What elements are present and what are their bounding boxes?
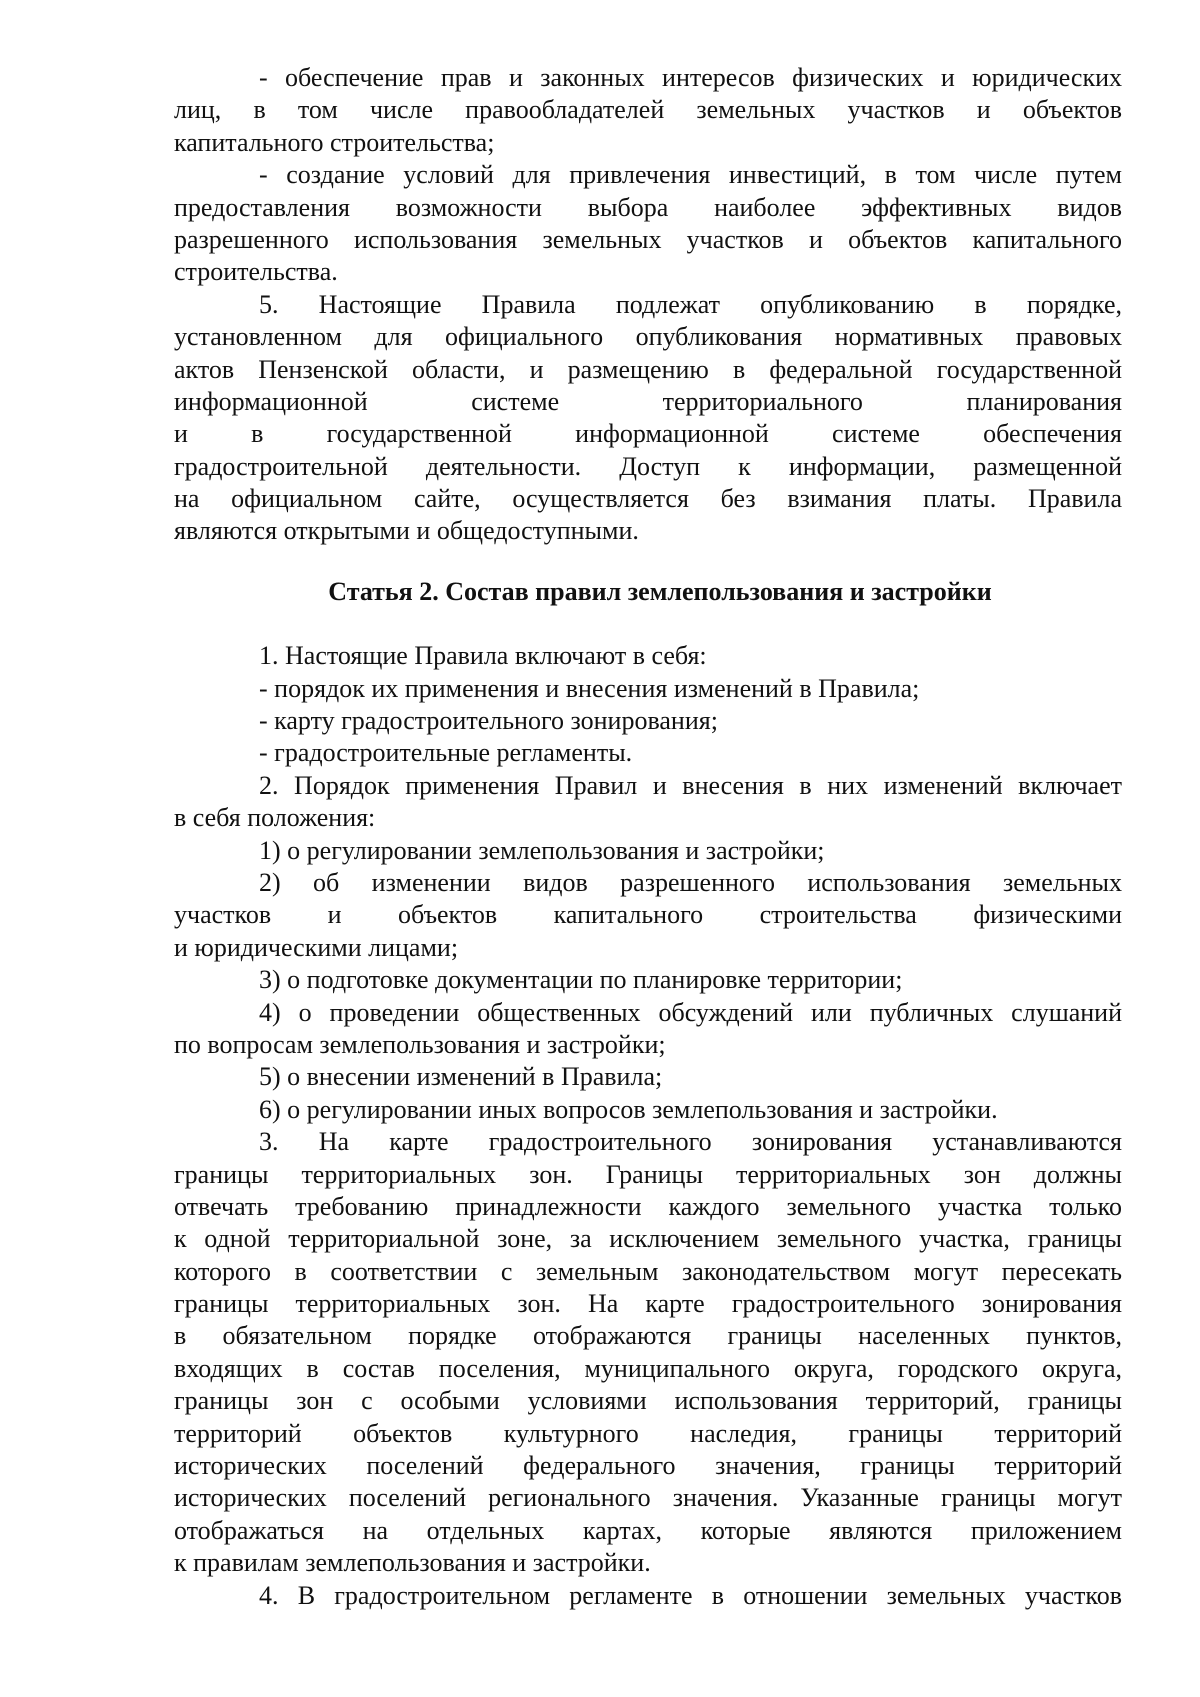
text-line: 1. Настоящие Правила включают в себя: bbox=[259, 641, 707, 671]
text-line: 5) о внесении изменений в Правила; bbox=[259, 1062, 663, 1092]
text-line: в обязательном порядке отображаются границы населенных пунктов, bbox=[174, 1321, 1122, 1351]
document-page bbox=[174, 62, 1122, 1612]
text-line: к одной территориальной зоне, за исключением земельного участка, границы bbox=[174, 1224, 1122, 1254]
text-line: участков и объектов капитального строительства физическими bbox=[174, 900, 1122, 930]
text-line: актов Пензенской области, и размещению в федеральной государственной bbox=[174, 354, 1122, 384]
text-line: информационной системе территориального планирования bbox=[174, 386, 1122, 416]
text-line: капитального строительства; bbox=[174, 127, 495, 157]
text-line: - создание условий для привлечения инвестиций, в том числе путем bbox=[259, 160, 1122, 190]
text-line: входящих в состав поселения, муниципального округа, городского округа, bbox=[174, 1353, 1122, 1383]
text-line: и в государственной информационной системе обеспечения bbox=[174, 419, 1122, 449]
text-line: 3. На карте градостроительного зонирования устанавливаются bbox=[259, 1127, 1122, 1157]
text-line: на официальном сайте, осуществляется без взимания платы. Правила bbox=[174, 484, 1122, 514]
text-line: являются открытыми и общедоступными. bbox=[174, 516, 639, 546]
text-line: 4) о проведении общественных обсуждений или публичных слушаний bbox=[259, 997, 1122, 1027]
text-line: предоставления возможности выбора наиболее эффективных видов bbox=[174, 192, 1122, 222]
text-line: 2) об изменении видов разрешенного использования земельных bbox=[259, 867, 1122, 897]
text-line: градостроительной деятельности. Доступ к информации, размещенной bbox=[174, 451, 1122, 481]
text-line: в себя положения: bbox=[174, 803, 376, 833]
text-line: исторических поселений федерального значения, границы территорий bbox=[174, 1451, 1122, 1481]
text-line: - градостроительные регламенты. bbox=[259, 738, 633, 768]
text-line: границы зон с особыми условиями использования территорий, границы bbox=[174, 1386, 1122, 1416]
text-line: отвечать требованию принадлежности каждого земельного участка только bbox=[174, 1191, 1122, 1221]
text-line: которого в соответствии с земельным законодательством могут пересекать bbox=[174, 1256, 1122, 1286]
text-line: и юридическими лицами; bbox=[174, 932, 459, 962]
text-line: строительства. bbox=[174, 257, 338, 287]
text-line: - порядок их применения и внесения изменений в Правила; bbox=[259, 673, 920, 703]
text-line: установленном для официального опубликования нормативных правовых bbox=[174, 322, 1122, 352]
text-block-article-2 bbox=[174, 640, 1122, 1612]
text-line: 5. Настоящие Правила подлежат опубликованию в порядке, bbox=[259, 289, 1122, 319]
article-heading: Статья 2. Состав правил землепользования и застройки bbox=[328, 576, 992, 606]
text-line: границы территориальных зон. Границы территориальных зон должны bbox=[174, 1159, 1122, 1189]
text-line: исторических поселений регионального значения. Указанные границы могут bbox=[174, 1483, 1122, 1513]
text-line: 1) о регулировании землепользования и застройки; bbox=[259, 835, 825, 865]
text-line: 3) о подготовке документации по планировке территории; bbox=[259, 965, 903, 995]
text-line: границы территориальных зон. На карте градостроительного зонирования bbox=[174, 1289, 1122, 1319]
text-line: к правилам землепользования и застройки. bbox=[174, 1548, 651, 1578]
text-line: по вопросам землепользования и застройки; bbox=[174, 1029, 666, 1059]
text-line: - обеспечение прав и законных интересов физических и юридических bbox=[259, 63, 1122, 92]
text-line: лиц, в том числе правообладателей земельных участков и объектов bbox=[174, 95, 1122, 125]
text-line: 6) о регулировании иных вопросов землепользования и застройки. bbox=[259, 1094, 998, 1124]
text-line: 2. Порядок применения Правил и внесения в них изменений включает bbox=[259, 770, 1122, 800]
text-line: 4. В градостроительном регламенте в отношении земельных участков bbox=[259, 1580, 1122, 1610]
text-line: - карту градостроительного зонирования; bbox=[259, 706, 718, 736]
text-line: отображаться на отдельных картах, которые являются приложением bbox=[174, 1515, 1122, 1545]
text-block-intro bbox=[174, 62, 1122, 548]
text-line: разрешенного использования земельных участков и объектов капитального bbox=[174, 224, 1122, 254]
text-line: территорий объектов культурного наследия, границы территорий bbox=[174, 1418, 1122, 1448]
